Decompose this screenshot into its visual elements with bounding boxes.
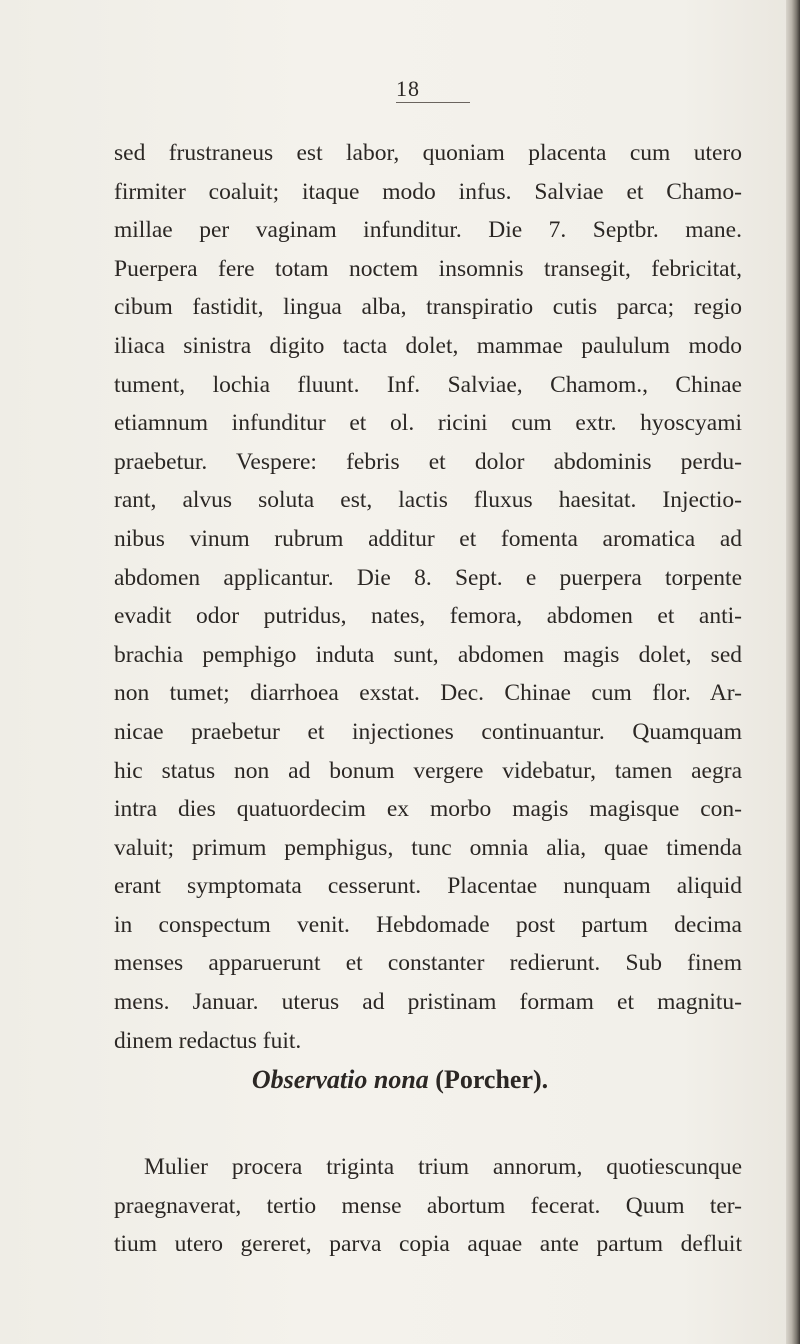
text-line: valuit; primum pemphigus, tunc omnia alia, quae timenda	[114, 834, 742, 861]
paragraph-1	[114, 134, 742, 1060]
text-line: sed frustraneus est labor, quoniam placenta cum utero	[114, 140, 742, 166]
text-line: erant symptomata cesserunt. Placentae nunquam aliquid	[114, 873, 742, 900]
text-line: nicae praebetur et injectiones continuantur. Quamquam	[114, 718, 742, 745]
heading-title: Observatio nona	[251, 1065, 429, 1094]
text-line: cibum fastidit, lingua alba, transpiratio cutis parca; regio	[114, 294, 742, 321]
text-line: tument, lochia fluunt. Inf. Salviae, Chamom., Chinae	[114, 371, 742, 398]
text-line: in conspectum venit. Hebdomade post partum decima	[114, 911, 742, 938]
text-line: mens. Januar. uterus ad pristinam formam et magnitu-	[114, 989, 742, 1016]
text-line: non tumet; diarrhoea exstat. Dec. Chinae cum flor. Ar-	[114, 680, 742, 707]
text-line: firmiter coaluit; itaque modo infus. Salviae et Chamo-	[114, 178, 742, 205]
text-line: abdomen applicantur. Die 8. Sept. e puerpera torpente	[114, 564, 742, 591]
text-line: hic status non ad bonum vergere videbatur, tamen aegra	[114, 757, 742, 784]
page-number-rule	[396, 102, 470, 103]
section-heading	[0, 1065, 800, 1095]
text-line: etiamnum infunditur et ol. ricini cum extr. hyoscyami	[114, 410, 742, 437]
text-line: intra dies quatuordecim ex morbo magis magisque con-	[114, 796, 742, 823]
text-line: dinem redactus fuit.	[114, 1027, 302, 1054]
paragraph-2	[114, 1148, 742, 1264]
text-line: millae per vaginam infunditur. Die 7. Septbr. mane.	[114, 217, 742, 244]
text-line: Mulier procera triginta trium annorum, quotiescunque	[144, 1154, 742, 1180]
text-line: nibus vinum rubrum additur et fomenta aromatica ad	[114, 525, 742, 552]
text-line: rant, alvus soluta est, lactis fluxus haesitat. Injectio-	[114, 487, 742, 514]
page-number: 18	[396, 76, 420, 101]
heading-author: (Porcher).	[435, 1065, 549, 1094]
text-line: iliaca sinistra digito tacta dolet, mammae paululum modo	[114, 332, 742, 359]
text-line: evadit odor putridus, nates, femora, abdomen et anti-	[114, 603, 742, 630]
text-line: menses apparuerunt et constanter redierunt. Sub finem	[114, 950, 742, 977]
text-line: Puerpera fere totam noctem insomnis transegit, febricitat,	[114, 255, 742, 282]
page-edge-shadow	[786, 0, 800, 1344]
text-line: brachia pemphigo induta sunt, abdomen magis dolet, sed	[114, 641, 742, 668]
text-line: praebetur. Vespere: febris et dolor abdominis perdu-	[114, 448, 742, 475]
text-line: praegnaverat, tertio mense abortum fecerat. Quum ter-	[114, 1192, 742, 1219]
text-line: tium utero gereret, parva copia aquae ante partum defluit	[114, 1231, 742, 1258]
